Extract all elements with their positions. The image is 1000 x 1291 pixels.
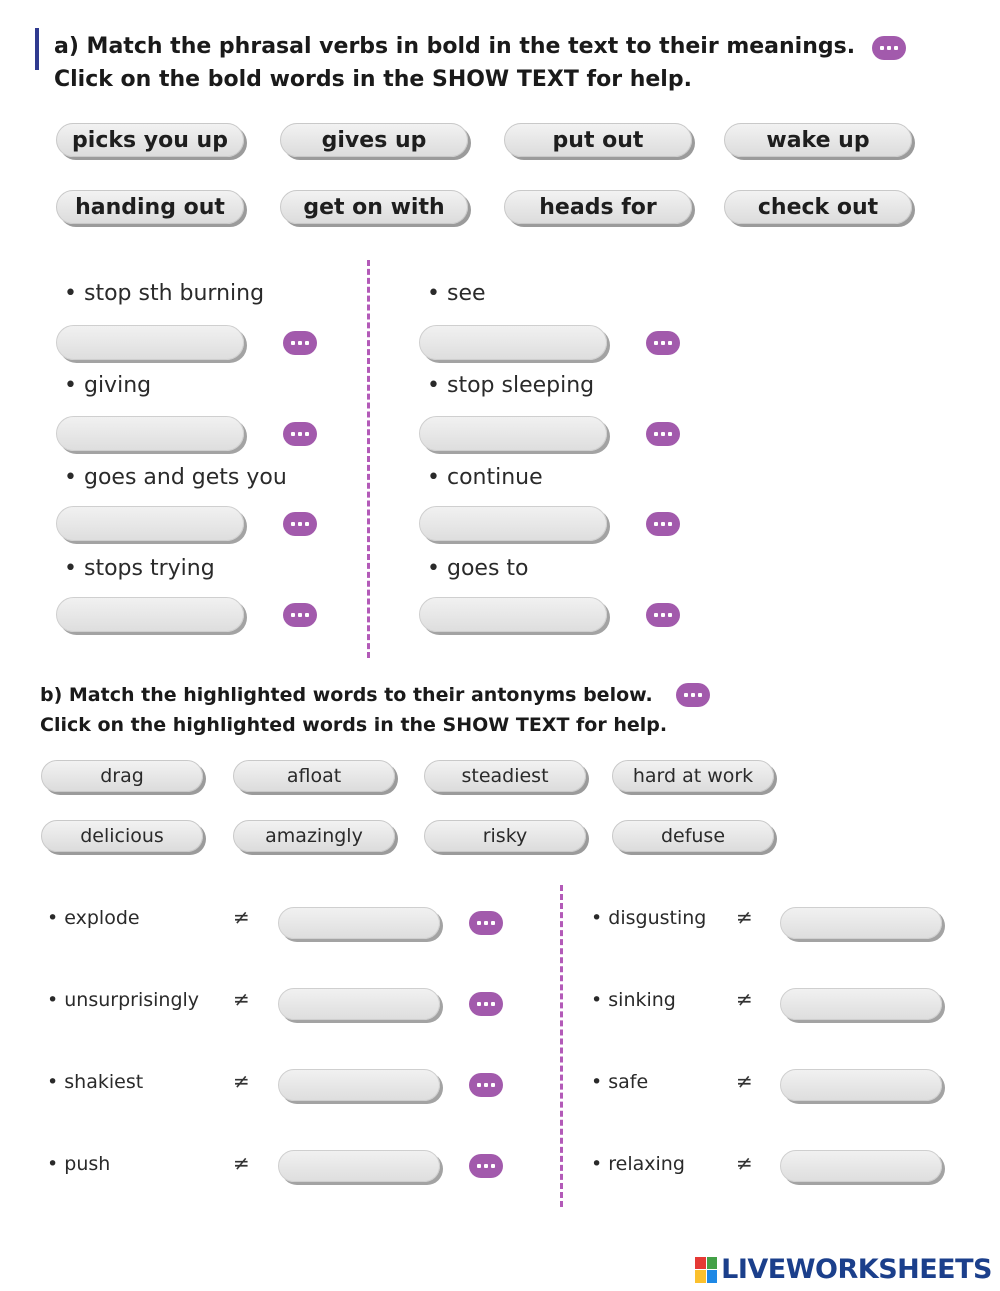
hint-icon[interactable] <box>469 911 503 935</box>
meaning-label: • goes to <box>427 556 529 581</box>
word-bank-a-item[interactable]: gives up <box>280 123 468 157</box>
answer-drop-zone[interactable] <box>780 907 942 939</box>
hint-icon[interactable] <box>283 331 317 355</box>
answer-drop-zone[interactable] <box>419 416 607 451</box>
answer-drop-zone[interactable] <box>780 988 942 1020</box>
antonym-label: • safe <box>591 1071 649 1093</box>
section-a-instruction-line2: Click on the bold words in the SHOW TEXT for help. <box>54 67 692 92</box>
word-bank-a-item[interactable]: handing out <box>56 190 244 224</box>
not-equal-sign: ≠ <box>736 905 753 929</box>
word-bank-b-item[interactable]: amazingly <box>233 820 395 852</box>
word-bank-a-item[interactable]: heads for <box>504 190 692 224</box>
answer-drop-zone[interactable] <box>780 1150 942 1182</box>
antonym-label: • explode <box>47 907 140 929</box>
not-equal-sign: ≠ <box>233 905 250 929</box>
meaning-label: • stops trying <box>64 556 215 581</box>
word-bank-b-item[interactable]: defuse <box>612 820 774 852</box>
antonym-label: • shakiest <box>47 1071 144 1093</box>
meaning-label: • stop sth burning <box>64 281 265 306</box>
answer-drop-zone[interactable] <box>56 506 244 541</box>
antonym-label: • unsurprisingly <box>47 989 200 1011</box>
answer-drop-zone[interactable] <box>56 597 244 632</box>
section-b-divider <box>560 885 563 1207</box>
not-equal-sign: ≠ <box>233 987 250 1011</box>
word-bank-a-item[interactable]: picks you up <box>56 123 244 157</box>
meaning-label: • stop sleeping <box>427 373 595 398</box>
hint-icon[interactable] <box>646 422 680 446</box>
hint-icon[interactable] <box>283 603 317 627</box>
answer-drop-zone[interactable] <box>56 325 244 360</box>
antonym-label: • disgusting <box>591 907 707 929</box>
meaning-label: • see <box>427 281 486 306</box>
antonym-label: • push <box>47 1153 111 1175</box>
word-bank-a-item[interactable]: put out <box>504 123 692 157</box>
answer-drop-zone[interactable] <box>278 1069 440 1101</box>
section-a-divider <box>367 260 370 658</box>
word-bank-b-item[interactable]: risky <box>424 820 586 852</box>
answer-drop-zone[interactable] <box>278 907 440 939</box>
section-a-hint-icon[interactable] <box>872 36 906 60</box>
word-bank-b-item[interactable]: delicious <box>41 820 203 852</box>
hint-icon[interactable] <box>646 512 680 536</box>
hint-icon[interactable] <box>283 512 317 536</box>
word-bank-b-item[interactable]: afloat <box>233 760 395 792</box>
brand-name: LIVEWORKSHEETS <box>721 1254 992 1285</box>
not-equal-sign: ≠ <box>233 1151 250 1175</box>
not-equal-sign: ≠ <box>736 1151 753 1175</box>
answer-drop-zone[interactable] <box>56 416 244 451</box>
not-equal-sign: ≠ <box>736 1069 753 1093</box>
section-a-instruction-line1: a) Match the phrasal verbs in bold in the text to their meanings. <box>54 34 856 59</box>
word-bank-a-item[interactable]: wake up <box>724 123 912 157</box>
word-bank-a-item[interactable]: check out <box>724 190 912 224</box>
word-bank-b-item[interactable]: hard at work <box>612 760 774 792</box>
not-equal-sign: ≠ <box>233 1069 250 1093</box>
instruction-accent-bar <box>35 28 39 70</box>
hint-icon[interactable] <box>469 1073 503 1097</box>
hint-icon[interactable] <box>646 603 680 627</box>
section-b-instruction-line2: Click on the highlighted words in the SHOW TEXT for help. <box>40 714 668 736</box>
answer-drop-zone[interactable] <box>278 988 440 1020</box>
antonym-label: • relaxing <box>591 1153 685 1175</box>
section-b-instruction-line1: b) Match the highlighted words to their antonyms below. <box>40 684 653 706</box>
section-a-instructions <box>54 30 855 96</box>
hint-icon[interactable] <box>469 992 503 1016</box>
word-bank-b-item[interactable]: steadiest <box>424 760 586 792</box>
section-b-hint-icon[interactable] <box>676 683 710 707</box>
hint-icon[interactable] <box>283 422 317 446</box>
answer-drop-zone[interactable] <box>419 597 607 632</box>
section-b-instructions <box>40 680 667 740</box>
hint-icon[interactable] <box>469 1154 503 1178</box>
liveworksheets-logo-icon <box>695 1257 717 1283</box>
not-equal-sign: ≠ <box>736 987 753 1011</box>
antonym-label: • sinking <box>591 989 676 1011</box>
answer-drop-zone[interactable] <box>780 1069 942 1101</box>
word-bank-b-item[interactable]: drag <box>41 760 203 792</box>
meaning-label: • giving <box>64 373 152 398</box>
liveworksheets-logo <box>695 1254 992 1285</box>
meaning-label: • continue <box>427 465 543 490</box>
word-bank-a-item[interactable]: get on with <box>280 190 468 224</box>
meaning-label: • goes and gets you <box>64 465 287 490</box>
answer-drop-zone[interactable] <box>278 1150 440 1182</box>
answer-drop-zone[interactable] <box>419 325 607 360</box>
hint-icon[interactable] <box>646 331 680 355</box>
answer-drop-zone[interactable] <box>419 506 607 541</box>
